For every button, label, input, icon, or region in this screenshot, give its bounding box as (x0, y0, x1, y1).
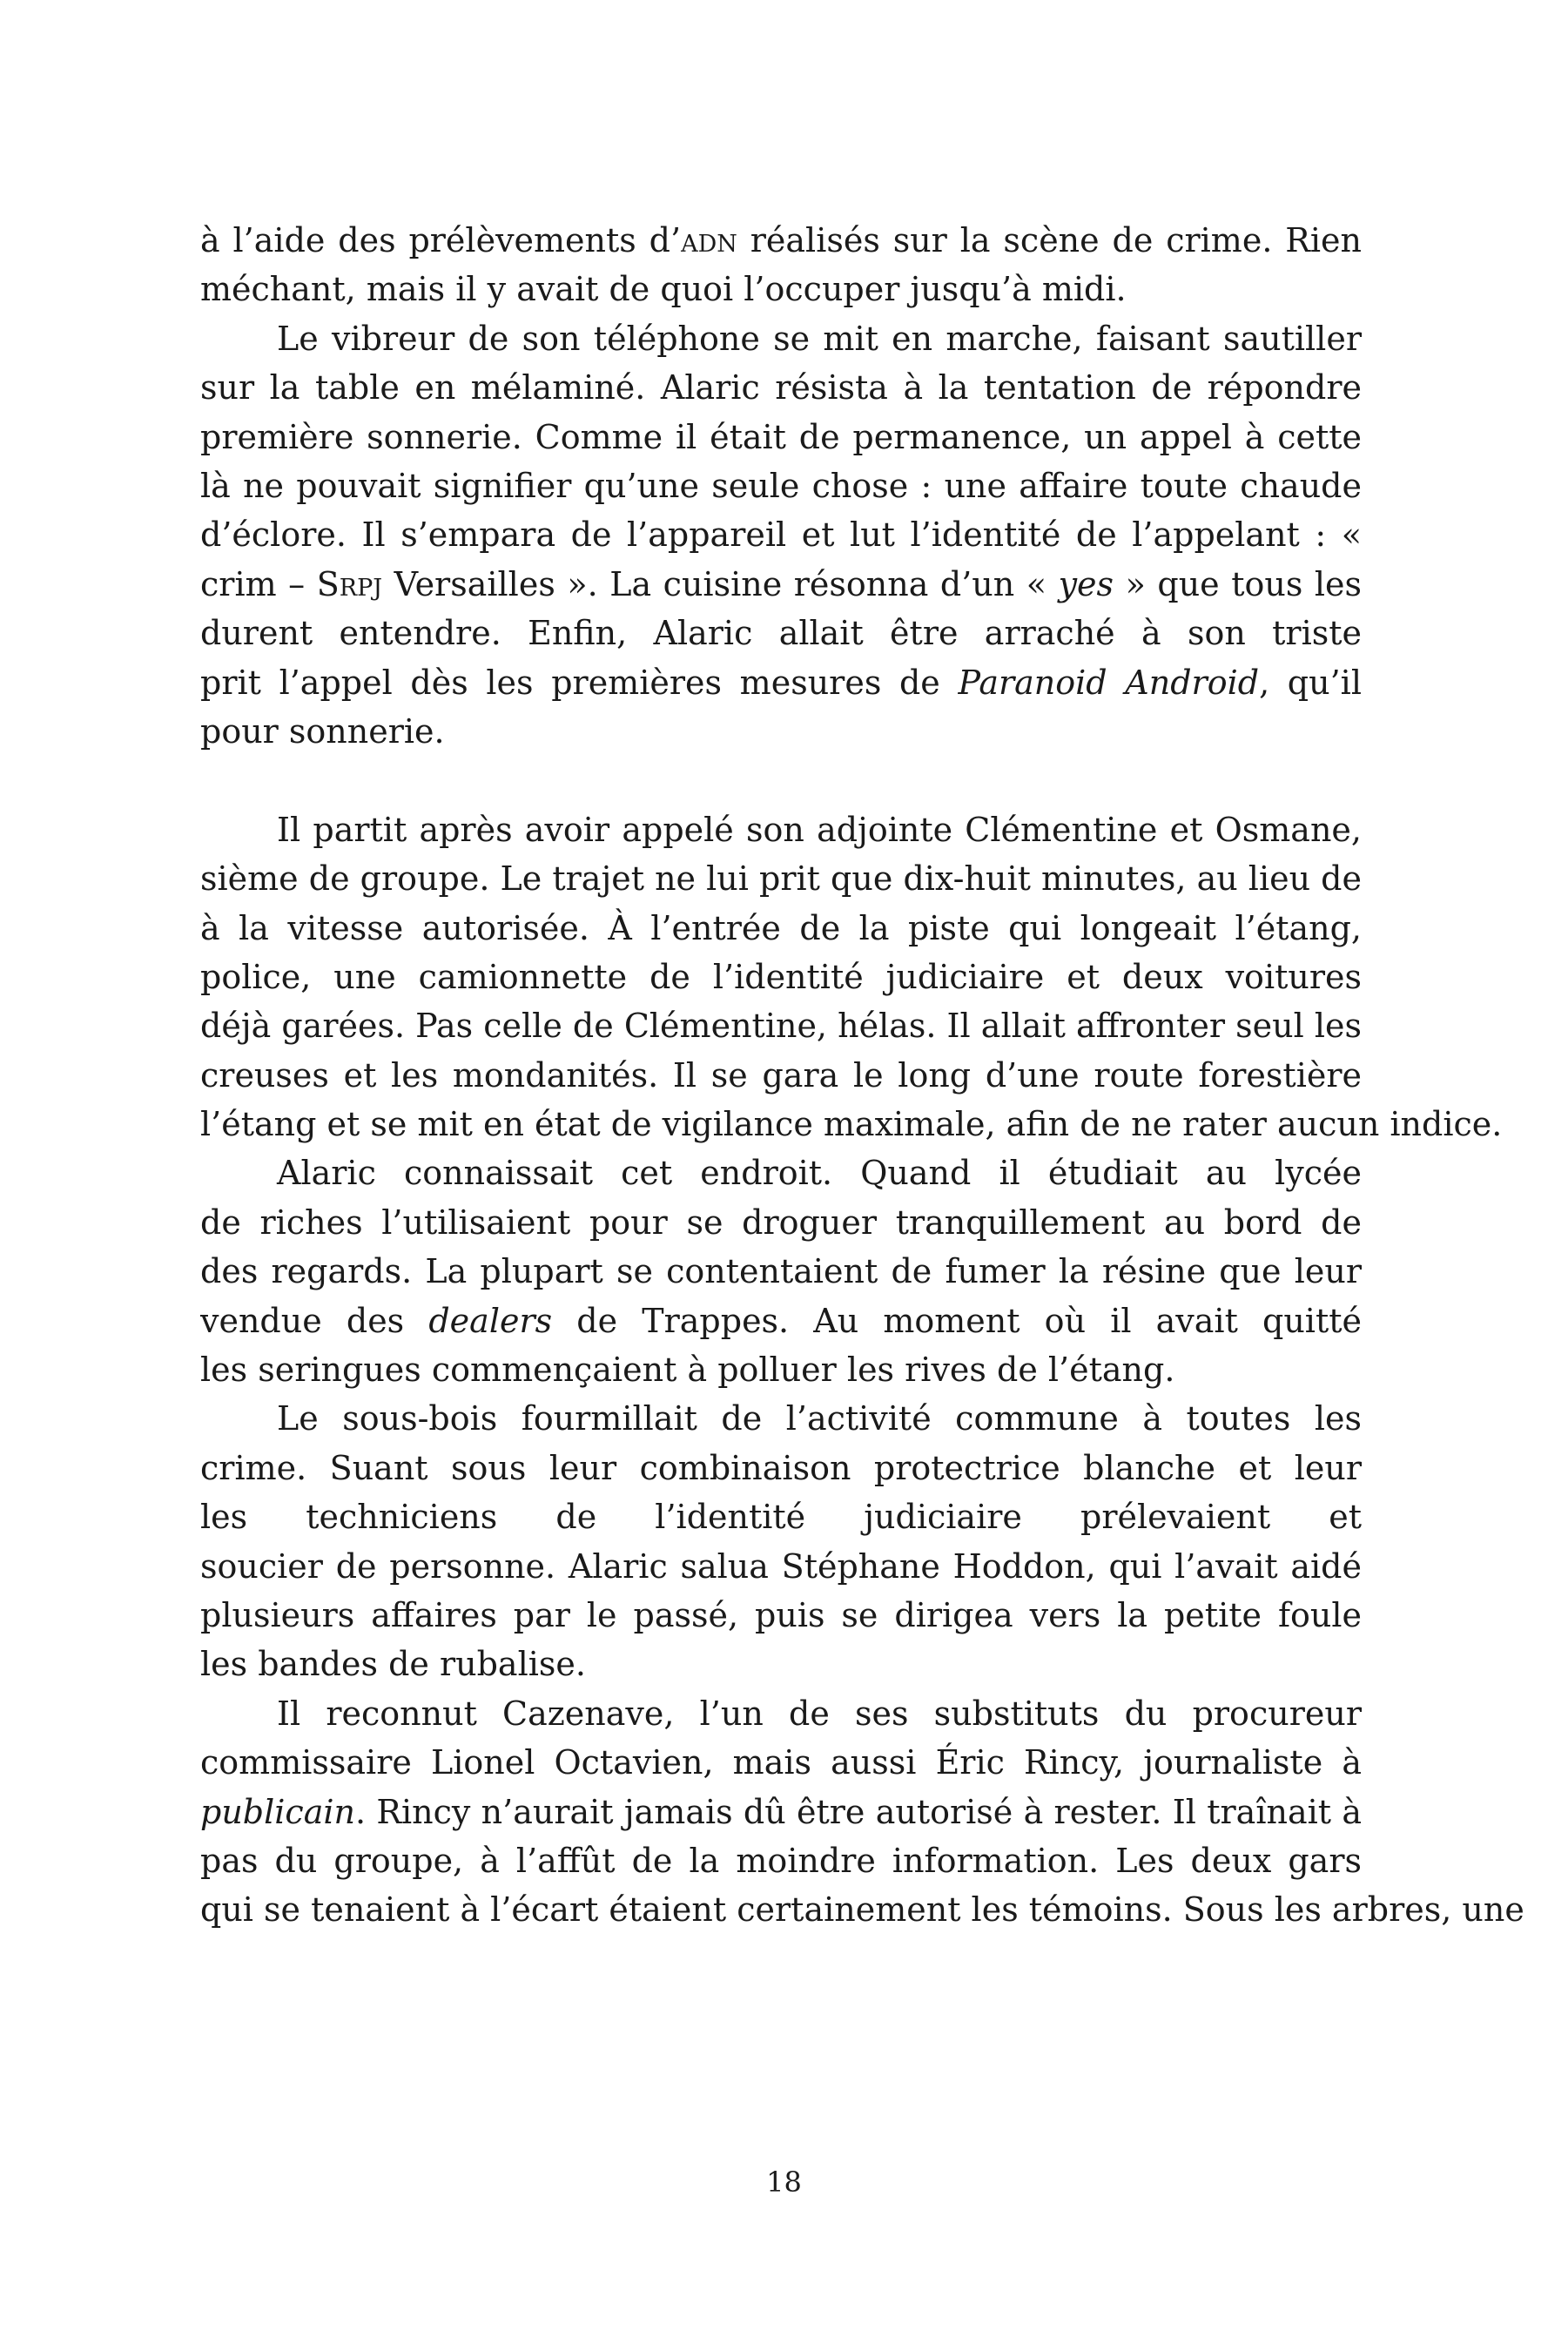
section-break (200, 756, 1362, 805)
text-run: de riches l’utilisaient pour se droguer tranquillement au bord de (200, 1202, 1362, 1242)
text-run: plusieurs affaires par le passé, puis se dirigea vers la petite foule (200, 1596, 1362, 1634)
body-text (200, 216, 1524, 1935)
text-run: » que tous les (1125, 564, 1362, 603)
text-run: les bandes de rubalise. (200, 1645, 586, 1684)
text-line (200, 1788, 1362, 1836)
paragraph (200, 314, 1362, 757)
text-line (200, 1297, 1362, 1345)
text-run: déjà garées. Pas celle de Clémentine, hélas. Il allait affronter seul les (200, 1007, 1362, 1046)
paragraph (200, 216, 1362, 314)
small-caps-text: adn (681, 221, 737, 259)
text-run: Il reconnut Cazenave, l’un de ses substituts du procureur (277, 1694, 1362, 1733)
italic-text: publicain (200, 1792, 355, 1831)
text-line (200, 609, 1362, 657)
text-run: commissaire Lionel Octavien, mais aussi Éric Rincy, journaliste à (200, 1743, 1362, 1782)
text-line (200, 904, 1362, 953)
page-number: 18 (766, 2166, 802, 2199)
text-run: Versailles ». La cuisine résonna d’un « (382, 564, 1059, 603)
text-line (200, 854, 1362, 903)
text-line (200, 1051, 1362, 1100)
text-line (200, 461, 1362, 510)
text-line (200, 1492, 1362, 1541)
text-run: l’étang et se mit en état de vigilance maximale, afin de ne rater aucun indice. (200, 1105, 1503, 1144)
text-line (200, 216, 1362, 265)
text-line (200, 510, 1362, 559)
text-run: Le vibreur de son téléphone se mit en marche, faisant sautiller (277, 319, 1362, 358)
small-caps-text: Srpj (316, 564, 383, 603)
text-line (200, 953, 1362, 1001)
text-line (200, 413, 1362, 461)
text-run: les seringues commençaient à polluer les rives de l’étang. (200, 1351, 1175, 1390)
text-line (200, 658, 1362, 707)
text-line (200, 1345, 1362, 1394)
text-line (200, 1247, 1362, 1296)
text-run: méchant, mais il y avait de quoi l’occuper jusqu’à midi. (200, 270, 1127, 309)
text-run: réalisés sur la scène de crime. Rien (750, 221, 1362, 259)
paragraph (200, 1689, 1524, 1935)
italic-text: yes (1058, 564, 1114, 603)
text-line (200, 560, 1362, 609)
text-run: durent entendre. Enfin, Alaric allait être arraché à son triste (200, 614, 1362, 653)
text-run: creuses et les mondanités. Il se gara le long d’une route forestière (200, 1055, 1362, 1095)
paragraph (200, 805, 1503, 1149)
text-run: police, une camionnette de l’identité judiciaire et deux voitures (200, 957, 1362, 996)
text-run: sur la table en mélaminé. Alaric résista à la tentation de répondre (200, 368, 1362, 408)
text-run: crim – (200, 564, 317, 603)
text-run: d’éclore. Il s’empara de l’appareil et lut l’identité de l’appelant : « (200, 515, 1362, 555)
text-run: crime. Suant sous leur combinaison protectrice blanche et leur (200, 1448, 1362, 1487)
text-run: pas du groupe, à l’affût de la moindre information. Les deux gars (200, 1841, 1362, 1880)
text-run: sième de groupe. Le trajet ne lui prit que dix-huit minutes, au lieu de (200, 859, 1362, 899)
italic-text: dealers (428, 1301, 553, 1340)
text-run: qui se tenaient à l’écart étaient certainement les témoins. Sous les arbres, une (200, 1890, 1524, 1930)
text-line (200, 1001, 1362, 1050)
text-run: les techniciens de l’identité judiciaire prélevaient et (200, 1498, 1362, 1537)
text-run: à l’aide des prélèvements d’ (200, 221, 682, 259)
text-line (200, 1100, 1503, 1149)
text-line (200, 1640, 1362, 1688)
text-run: . Rincy n’aurait jamais dû être autorisé à rester. Il traînait à (355, 1792, 1362, 1831)
text-line (200, 1198, 1362, 1247)
text-run: Il partit après avoir appelé son adjointe Clémentine et Osmane, (277, 810, 1362, 849)
text-run: pour sonnerie. (200, 711, 445, 751)
text-run: vendue des (200, 1301, 429, 1340)
text-run: des regards. La plupart se contentaient de fumer la résine que leur (200, 1252, 1362, 1291)
text-line (200, 1394, 1362, 1443)
text-line (200, 363, 1362, 412)
text-run: première sonnerie. Comme il était de permanence, un appel à cette (200, 417, 1362, 456)
text-run: là ne pouvait signifier qu’une seule chose : une affaire toute chaude (200, 466, 1362, 505)
text-line (200, 1738, 1362, 1787)
text-line (200, 1149, 1362, 1197)
text-line (200, 1885, 1524, 1934)
paragraph (200, 1149, 1362, 1394)
italic-text: Paranoid Android (958, 663, 1260, 702)
text-run: prit l’appel dès les premières mesures de (200, 663, 959, 702)
text-run: Alaric connaissait cet endroit. Quand il étudiait au lycée (277, 1154, 1362, 1193)
text-line (200, 707, 1362, 756)
text-run: Le sous-bois fourmillait de l’activité commune à toutes les (277, 1399, 1362, 1438)
text-line (200, 1444, 1362, 1492)
text-run: soucier de personne. Alaric salua Stéphane Hoddon, qui l’avait aidé (200, 1546, 1362, 1586)
text-line (200, 314, 1362, 363)
text-line (200, 805, 1362, 854)
text-run: de Trappes. Au moment où il avait quitté (576, 1301, 1362, 1340)
text-line (200, 1689, 1362, 1738)
text-run: , qu’il (1259, 663, 1362, 702)
text-line (200, 265, 1362, 313)
text-line (200, 1542, 1362, 1591)
text-line (200, 1836, 1362, 1885)
text-line (200, 1591, 1362, 1640)
text-run: à la vitesse autorisée. À l’entrée de la piste qui longeait l’étang, (200, 908, 1362, 947)
paragraph (200, 1394, 1362, 1688)
